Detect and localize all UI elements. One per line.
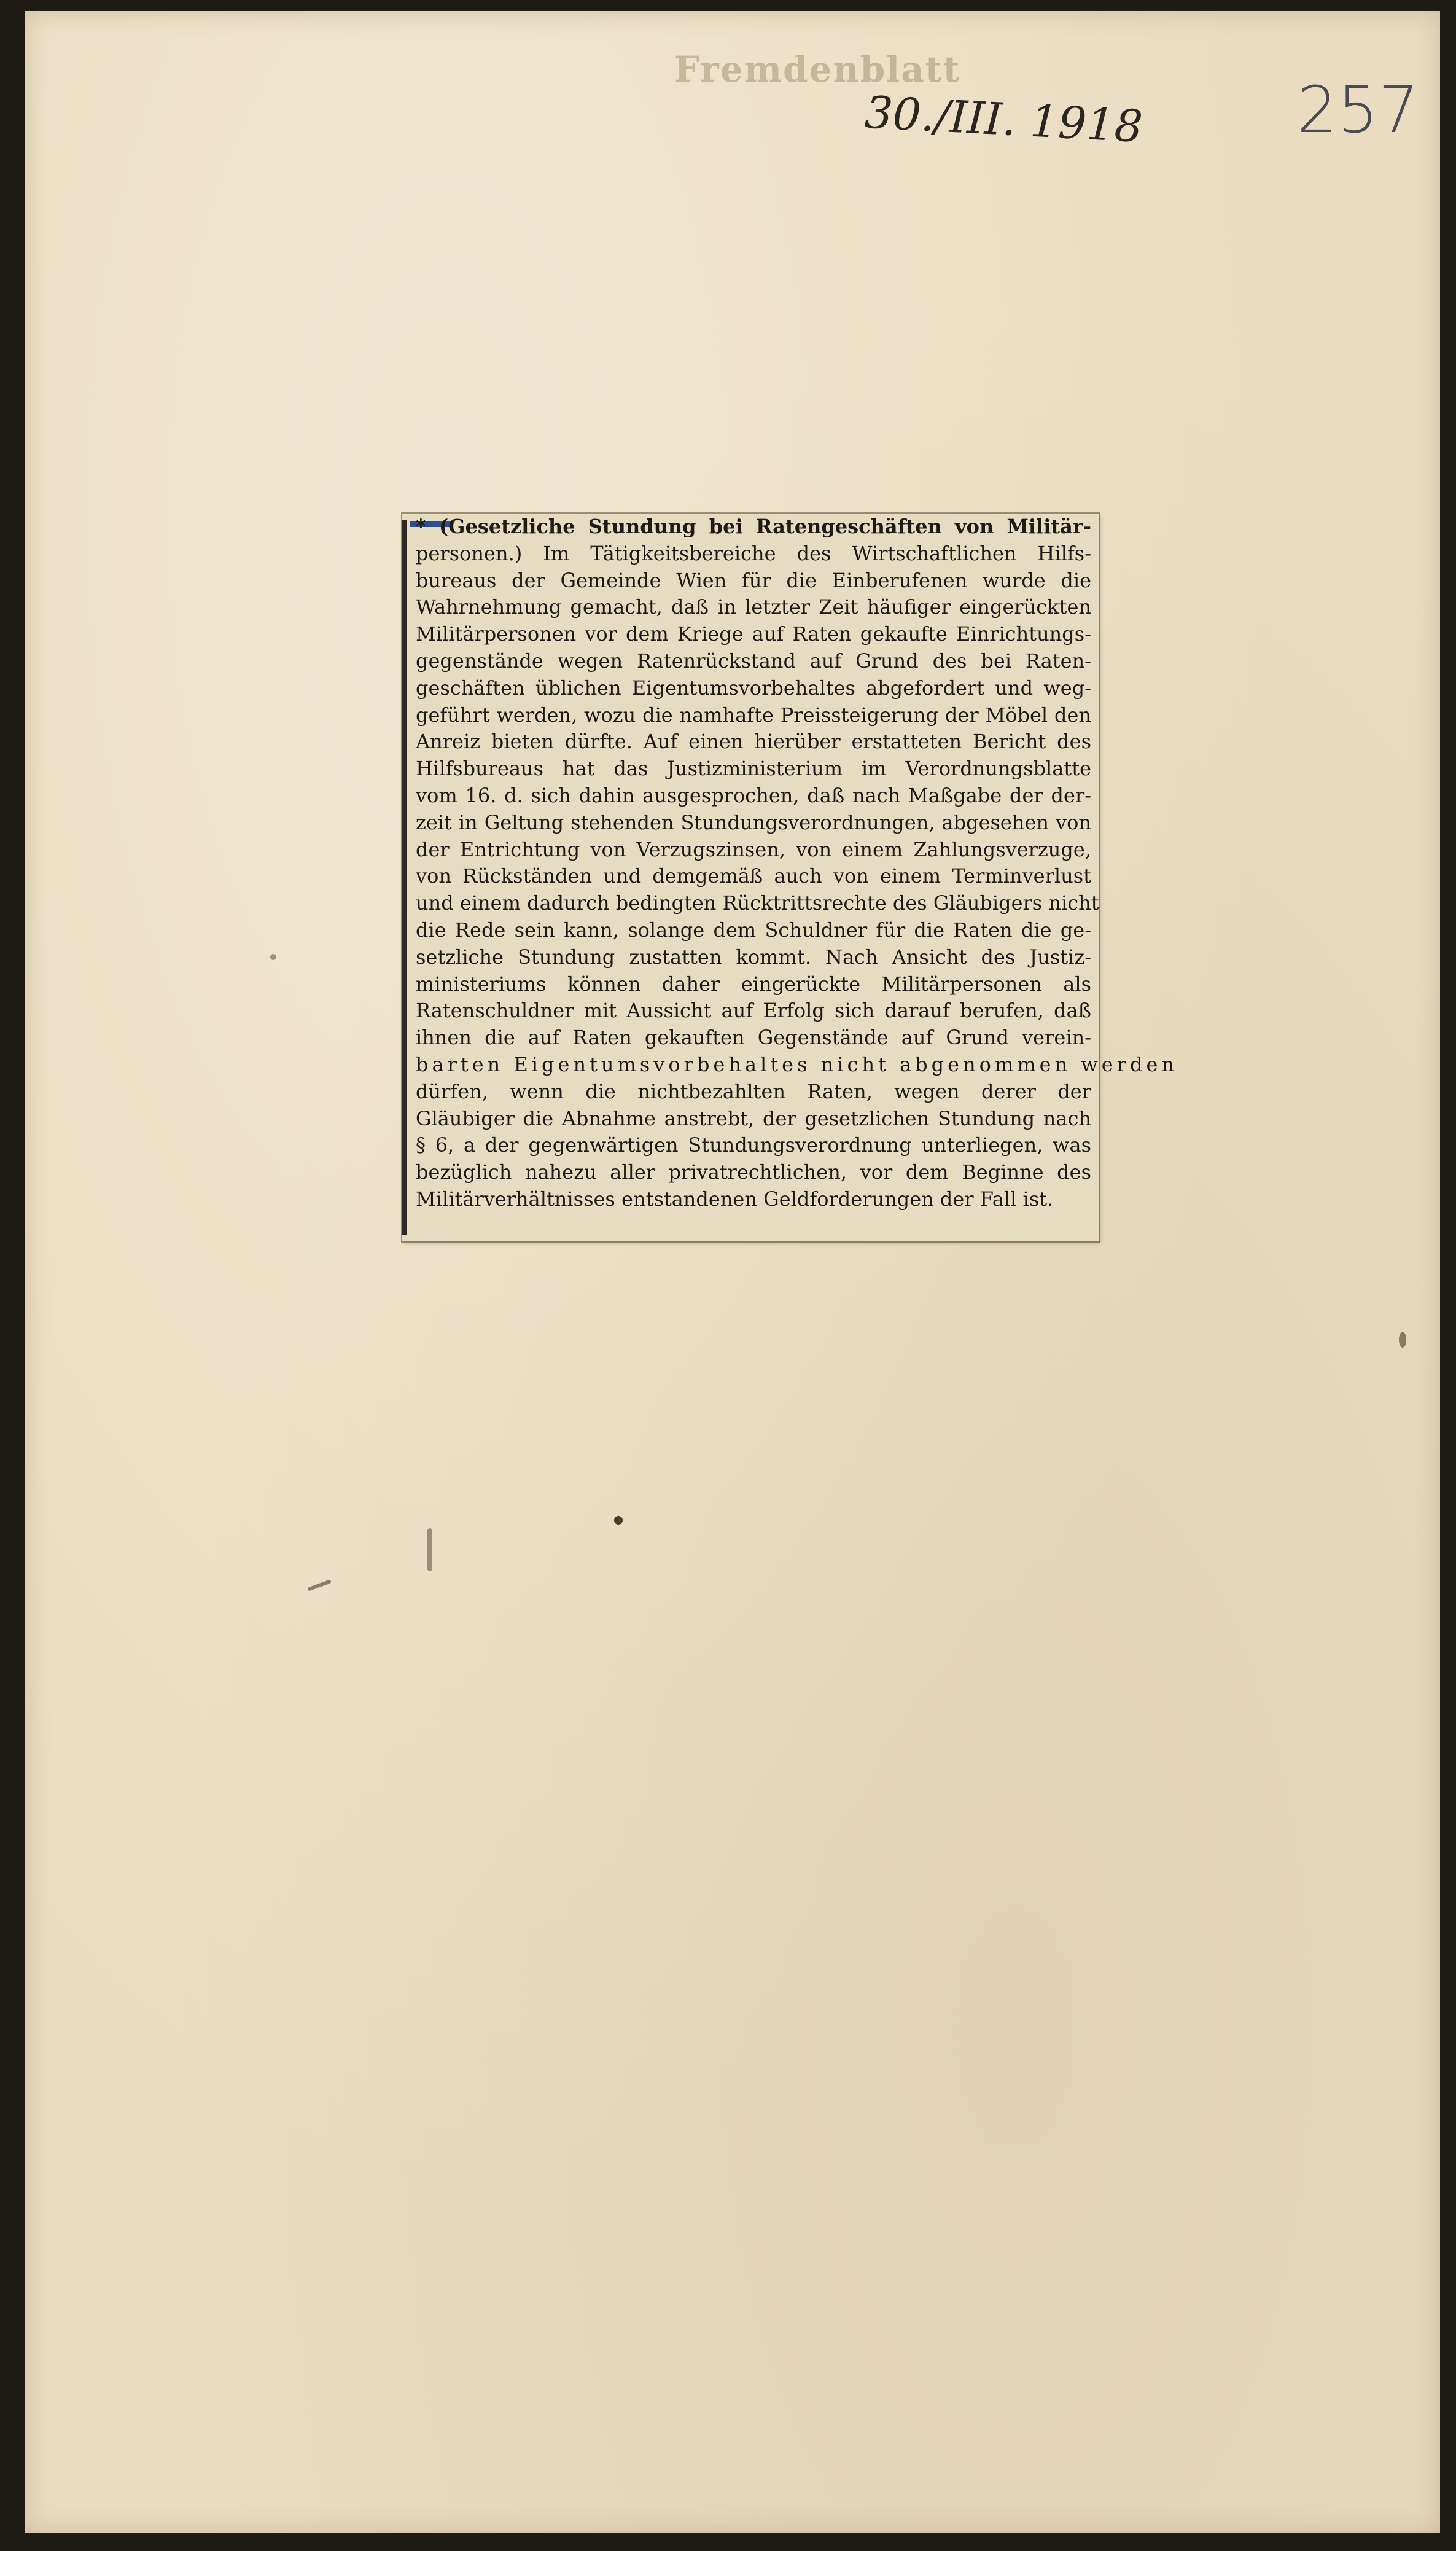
article-line: * (Gesetzliche Stundung bei Ratengeschäften von Militär- [416, 515, 1091, 538]
newspaper-clipping [402, 514, 1178, 1241]
article-line: geführt werden, wozu die namhafte Preissteigerung der Möbel den [416, 703, 1091, 727]
article-line: Hilfsbureaus hat das Justizministerium im Verordnungsblatte [416, 757, 1091, 781]
article-line: bureaus der Gemeinde Wien für die Einberufenen wurde die [416, 568, 1091, 592]
paper-speck [427, 1528, 432, 1571]
article-line: der Entrichtung von Verzugszinsen, von einem Zahlungsverzuge, [416, 837, 1091, 861]
article-text [416, 514, 1178, 1241]
paper-speck [307, 1579, 332, 1591]
article-line: Militärpersonen vor dem Kriege auf Raten gekaufte Einrichtungs- [416, 622, 1091, 646]
article-line: Gläubiger die Abnahme anstrebt, der gesetzlichen Stundung nach [416, 1106, 1091, 1130]
article-line: § 6, a der gegenwärtigen Stundungsverordnung unterliegen, was [416, 1133, 1091, 1157]
newspaper-stamp: Fremdenblatt [674, 49, 961, 90]
article-line: die Rede sein kann, solange dem Schuldner für die Raten die ge- [416, 918, 1091, 942]
article-line: vom 16. d. sich dahin ausgesprochen, daß nach Maßgabe der der- [416, 783, 1091, 807]
clipping-edge-bar [402, 520, 407, 1235]
article-line: barten Eigentumsvorbehaltes nicht abgenommen werden [416, 1052, 1178, 1076]
article-line: von Rückständen und demgemäß auch von einem Terminverlust [416, 864, 1091, 888]
article-line: Anreiz bieten dürfte. Auf einen hierüber erstatteten Bericht des [416, 730, 1091, 754]
document-sheet [25, 11, 1440, 2533]
article-line: geschäften üblichen Eigentumsvorbehaltes abgefordert und weg- [416, 676, 1091, 700]
article-line: dürfen, wenn die nichtbezahlten Raten, wegen derer der [416, 1079, 1091, 1103]
article-line: bezüglich nahezu aller privatrechtlichen, vor dem Beginne des [416, 1160, 1091, 1184]
paper-speck [614, 1516, 623, 1525]
article-line: zeit in Geltung stehenden Stundungsverordnungen, abgesehen von [416, 810, 1091, 834]
article-line: ministeriums können daher eingerückte Militärpersonen als [416, 972, 1091, 996]
article-line: und einem dadurch bedingten Rücktrittsrechte des Gläubigers nicht [416, 891, 1099, 915]
article-line: setzliche Stundung zustatten kommt. Nach Ansicht des Justiz- [416, 945, 1091, 969]
folio-number: 257 [1297, 72, 1419, 147]
article-line: Militärverhältnisses entstandenen Geldforderungen der Fall ist. [416, 1187, 1054, 1211]
paper-speck [1399, 1332, 1406, 1348]
article-line: Wahrnehmung gemacht, daß in letzter Zeit häufiger eingerückten [416, 595, 1091, 619]
article-line: ihnen die auf Raten gekauften Gegenstände auf Grund verein- [416, 1026, 1091, 1050]
paper-speck [270, 954, 276, 960]
article-line: gegenstände wegen Ratenrückstand auf Grund des bei Raten- [416, 649, 1091, 673]
article-line: personen.) Im Tätigkeitsbereiche des Wirtschaftlichen Hilfs- [416, 541, 1091, 565]
article-line: Ratenschuldner mit Aussicht auf Erfolg sich darauf berufen, daß [416, 999, 1091, 1023]
handwritten-date: 30./III. 1918 [863, 86, 1144, 153]
